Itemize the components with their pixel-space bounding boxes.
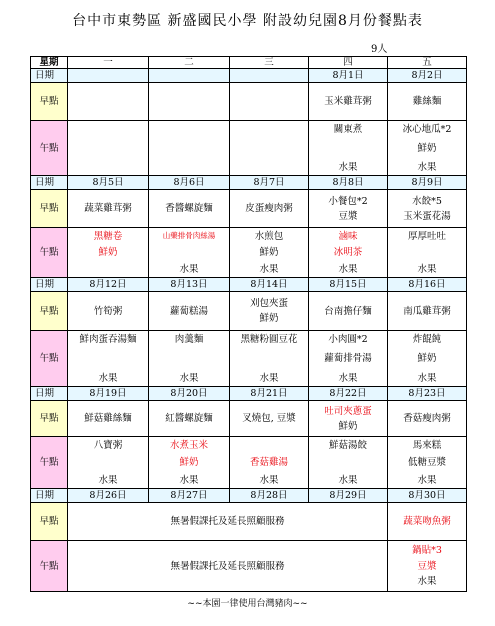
date-cell xyxy=(68,69,149,83)
snack-row xyxy=(31,292,467,331)
snack-cell xyxy=(68,190,149,228)
lunch-cell xyxy=(230,121,309,176)
lunch-item-2: 蘿蔔排骨湯 xyxy=(324,353,372,365)
snack-item-2: 鮮奶 xyxy=(259,313,279,325)
lunch-fruit: 水果 xyxy=(417,475,437,486)
lunch-item: 肉羹麵 xyxy=(174,334,204,346)
lunch-item-2: 鮮奶 xyxy=(417,142,437,154)
date-cell: 8月28日 xyxy=(230,489,309,503)
date-cell: 8月29日 xyxy=(309,489,388,503)
date-cell: 8月7日 xyxy=(230,176,309,190)
snack-cell-span: 無暑假課托及延長照顧服務 xyxy=(68,503,388,541)
date-cell: 8月16日 xyxy=(388,278,467,292)
lunch-fruit: 水果 xyxy=(259,373,279,384)
date-label: 日期 xyxy=(31,69,68,83)
date-label: 日期 xyxy=(31,387,68,401)
footer-note: ~~本園一律使用台灣豬肉~~ xyxy=(187,599,308,609)
lunch-fruit: 水果 xyxy=(338,373,358,384)
lunch-cell-span: 無暑假課托及延長照顧服務 xyxy=(68,541,388,592)
snack-cell xyxy=(230,401,309,437)
lunch-cell xyxy=(149,121,230,176)
date-cell: 8月30日 xyxy=(388,489,467,503)
snack-cell xyxy=(68,292,149,331)
snack-item: 蘿蔔糕湯 xyxy=(169,305,208,317)
snack-cell xyxy=(388,190,467,228)
date-cell: 8月12日 xyxy=(68,278,149,292)
lunch-item: 鮮菇湯餃 xyxy=(328,440,367,452)
lunch-cell xyxy=(68,437,149,489)
lunch-fruit: 水果 xyxy=(179,373,199,384)
weekday-header-row xyxy=(31,57,467,69)
lunch-item: 八寶粥 xyxy=(93,440,123,452)
lunch-cell xyxy=(149,437,230,489)
snack-item: 香醬螺旋麵 xyxy=(165,203,213,215)
snack-item: 吐司夾蔥蛋 xyxy=(324,405,372,417)
snack-item: 皮蛋瘦肉粥 xyxy=(245,203,293,215)
snack-cell xyxy=(149,190,230,228)
lunch-item: 水煎包 xyxy=(254,231,284,243)
date-cell: 8月27日 xyxy=(149,489,230,503)
lunch-cell xyxy=(149,228,230,278)
lunch-cell xyxy=(149,331,230,387)
lunch-item: 小肉圓*2 xyxy=(328,334,368,346)
date-cell: 8月6日 xyxy=(149,176,230,190)
lunch-item-2: 香菇雞湯 xyxy=(249,457,288,469)
weekday-header-label: 星期 xyxy=(31,57,68,69)
snack-cell xyxy=(68,83,149,121)
lunch-label: 午點 xyxy=(31,541,68,592)
lunch-cell xyxy=(230,331,309,387)
weekday-header-0: 一 xyxy=(68,57,149,69)
lunch-item: 馬來糕 xyxy=(412,440,442,452)
lunch-row xyxy=(31,541,467,592)
snack-item-2: 豆漿 xyxy=(338,210,358,222)
date-row xyxy=(31,387,467,401)
lunch-item-2: 冰明茶 xyxy=(333,247,363,259)
lunch-cell xyxy=(68,121,149,176)
weekday-header-1: 二 xyxy=(149,57,230,69)
snack-item-2: 鮮奶 xyxy=(338,420,358,432)
snack-cell xyxy=(309,190,388,228)
snack-label: 早點 xyxy=(31,503,68,541)
weekday-header-4: 五 xyxy=(388,57,467,69)
lunch-cell xyxy=(309,228,388,278)
date-cell xyxy=(230,69,309,83)
date-cell: 8月15日 xyxy=(309,278,388,292)
lunch-cell xyxy=(388,331,467,387)
lunch-row xyxy=(31,228,467,278)
lunch-item: 鮮肉蛋吞湯麵 xyxy=(79,334,137,346)
lunch-fruit: 水果 xyxy=(98,475,118,486)
lunch-item: 鍋貼*3 xyxy=(412,545,442,557)
lunch-item: 黑糖卷 xyxy=(93,231,123,243)
lunch-row xyxy=(31,331,467,387)
snack-item: 竹筍粥 xyxy=(93,305,123,317)
lunch-cell xyxy=(388,228,467,278)
lunch-fruit: 水果 xyxy=(98,373,118,384)
lunch-cell xyxy=(68,331,149,387)
lunch-item: 黑糖粉圓豆花 xyxy=(240,334,298,346)
date-label: 日期 xyxy=(31,489,68,503)
lunch-fruit: 水果 xyxy=(417,373,437,384)
snack-item: 叉燒包, 豆漿 xyxy=(242,413,296,425)
lunch-item-2: 低糖豆漿 xyxy=(407,457,446,469)
snack-item-2: 玉米蛋花湯 xyxy=(403,210,451,222)
snack-cell: 蔬菜吻魚粥 xyxy=(388,503,467,541)
date-label: 日期 xyxy=(31,176,68,190)
lunch-label: 午點 xyxy=(31,228,68,278)
snack-item: 水餃*5 xyxy=(412,195,442,207)
lunch-fruit: 水果 xyxy=(259,475,279,486)
lunch-cell xyxy=(388,437,467,489)
lunch-fruit: 水果 xyxy=(179,264,199,275)
date-cell: 8月26日 xyxy=(68,489,149,503)
lunch-item: 豆漿 xyxy=(417,560,437,572)
lunch-cell xyxy=(68,228,149,278)
date-cell: 8月19日 xyxy=(68,387,149,401)
lunch-row xyxy=(31,437,467,489)
page-title: 台中市東勢區 新盛國民小學 附設幼兒園8月份餐點表 xyxy=(72,13,423,29)
lunch-item: 水果 xyxy=(417,576,437,588)
lunch-fruit: 水果 xyxy=(417,162,437,173)
lunch-item: 厚厚吐吐 xyxy=(407,231,446,243)
date-cell xyxy=(149,69,230,83)
snack-cell xyxy=(309,401,388,437)
lunch-item-2: 鮮奶 xyxy=(179,457,199,469)
snack-cell xyxy=(388,83,467,121)
lunch-cell xyxy=(230,437,309,489)
lunch-label: 午點 xyxy=(31,331,68,387)
lunch-item-2: 鮮奶 xyxy=(417,353,437,365)
lunch-item: 炸餛飩 xyxy=(412,334,442,346)
date-cell: 8月5日 xyxy=(68,176,149,190)
lunch-item: 關東煮 xyxy=(333,124,363,136)
lunch-fruit: 水果 xyxy=(338,475,358,486)
lunch-label: 午點 xyxy=(31,437,68,489)
snack-cell xyxy=(149,83,230,121)
date-cell: 8月14日 xyxy=(230,278,309,292)
snack-item: 雞絲麵 xyxy=(412,96,442,108)
snack-item: 鮮菇雞絲麵 xyxy=(84,413,132,425)
date-cell: 8月23日 xyxy=(388,387,467,401)
lunch-item: 滷味 xyxy=(338,231,358,243)
date-cell: 8月8日 xyxy=(309,176,388,190)
snack-item: 南瓜雞茸粥 xyxy=(403,305,451,317)
snack-cell xyxy=(68,401,149,437)
snack-cell xyxy=(309,83,388,121)
date-row xyxy=(31,176,467,190)
snack-cell xyxy=(388,292,467,331)
snack-cell xyxy=(149,401,230,437)
lunch-row xyxy=(31,121,467,176)
snack-cell xyxy=(230,292,309,331)
snack-row xyxy=(31,190,467,228)
snack-item: 刈包夾蛋 xyxy=(249,298,288,309)
snack-cell xyxy=(388,401,467,437)
snack-item: 蔬菜雞茸粥 xyxy=(84,203,132,215)
weekday-header-2: 三 xyxy=(230,57,309,69)
student-count: 9人 xyxy=(371,44,388,55)
date-cell: 8月20日 xyxy=(149,387,230,401)
snack-cell xyxy=(230,190,309,228)
date-cell: 8月13日 xyxy=(149,278,230,292)
lunch-cell xyxy=(388,121,467,176)
snack-item: 香菇瘦肉粥 xyxy=(403,413,451,425)
lunch-cell xyxy=(309,331,388,387)
snack-item: 台南擔仔麵 xyxy=(324,305,372,317)
snack-label: 早點 xyxy=(31,292,68,331)
date-row xyxy=(31,278,467,292)
snack-label: 早點 xyxy=(31,83,68,121)
lunch-item-2: 鮮奶 xyxy=(259,247,279,259)
date-label: 日期 xyxy=(31,278,68,292)
date-cell: 8月9日 xyxy=(388,176,467,190)
snack-row xyxy=(31,503,467,541)
lunch-label: 午點 xyxy=(31,121,68,176)
date-row xyxy=(31,489,467,503)
lunch-item: 冰心地瓜*2 xyxy=(402,124,452,136)
date-cell: 8月1日 xyxy=(309,69,388,83)
date-cell: 8月21日 xyxy=(230,387,309,401)
lunch-cell xyxy=(309,437,388,489)
snack-cell xyxy=(309,292,388,331)
lunch-fruit: 水果 xyxy=(179,475,199,486)
lunch-item: 水煮玉米 xyxy=(169,440,208,452)
lunch-fruit: 水果 xyxy=(338,162,358,173)
weekday-header-3: 四 xyxy=(309,57,388,69)
date-cell: 8月22日 xyxy=(309,387,388,401)
lunch-fruit: 水果 xyxy=(259,264,279,275)
date-row xyxy=(31,69,467,83)
lunch-item: 山藥排骨肉絲湯 xyxy=(162,231,216,241)
lunch-fruit: 水果 xyxy=(338,264,358,275)
snack-label: 早點 xyxy=(31,401,68,437)
lunch-cell xyxy=(309,121,388,176)
snack-row xyxy=(31,401,467,437)
snack-row xyxy=(31,83,467,121)
snack-item: 玉米雞茸粥 xyxy=(324,96,372,108)
meal-table xyxy=(30,56,467,592)
date-cell: 8月2日 xyxy=(388,69,467,83)
snack-label: 早點 xyxy=(31,190,68,228)
lunch-fruit: 水果 xyxy=(417,264,437,275)
snack-item: 小餐包*2 xyxy=(328,195,368,207)
lunch-cell xyxy=(230,228,309,278)
snack-item: 紅醬螺旋麵 xyxy=(165,413,213,425)
lunch-item-2: 鮮奶 xyxy=(98,247,118,259)
snack-cell xyxy=(149,292,230,331)
lunch-cell xyxy=(388,541,467,592)
snack-cell xyxy=(230,83,309,121)
